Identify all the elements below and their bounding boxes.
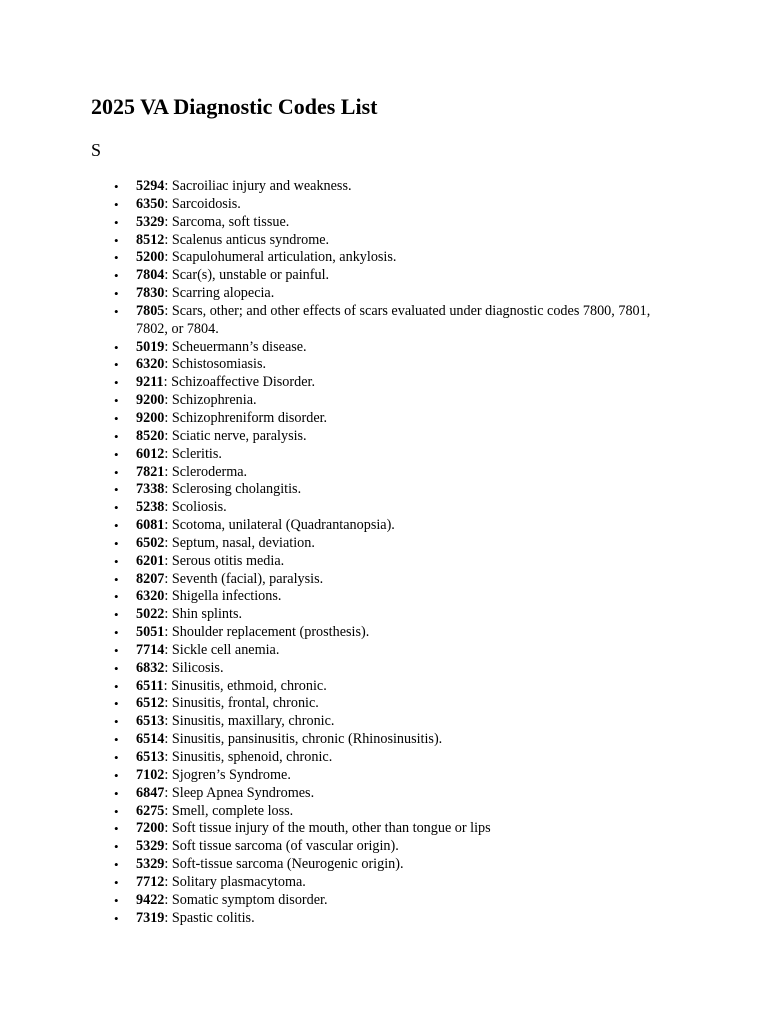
list-item — [91, 803, 671, 821]
list-item — [91, 910, 671, 928]
list-item — [91, 374, 671, 392]
list-item — [91, 178, 671, 196]
diagnostic-code: 9200 — [136, 392, 165, 409]
diagnostic-description: : Scalenus anticus syndrome. — [164, 231, 330, 248]
list-item — [91, 517, 671, 535]
diagnostic-code: 5329 — [136, 838, 165, 855]
diagnostic-code: 5294 — [136, 178, 165, 194]
diagnostic-description: : Scheuermann’s disease. — [164, 338, 307, 355]
diagnostic-description: : Seventh (facial), paralysis. — [164, 570, 324, 587]
list-item — [91, 749, 671, 767]
list-item — [91, 820, 671, 838]
diagnostic-description: : Sarcoidosis. — [164, 195, 241, 212]
diagnostic-description: : Soft tissue sarcoma (of vascular origin). — [164, 838, 399, 855]
list-item — [91, 303, 671, 339]
diagnostic-description: : Schizoaffective Disorder. — [163, 374, 316, 391]
diagnostic-description: : Solitary plasmacytoma. — [164, 873, 306, 890]
diagnostic-code: 7319 — [136, 909, 165, 926]
list-item — [91, 660, 671, 678]
list-item — [91, 624, 671, 642]
diagnostic-code: 7714 — [136, 641, 165, 658]
diagnostic-code: 7102 — [136, 766, 165, 783]
list-item — [91, 874, 671, 892]
list-item — [91, 214, 671, 232]
list-item — [91, 267, 671, 285]
diagnostic-code: 6201 — [136, 552, 165, 569]
list-item — [91, 588, 671, 606]
diagnostic-description: : Sinusitis, maxillary, chronic. — [164, 713, 335, 730]
diagnostic-description: : Sinusitis, pansinusitis, chronic (Rhinosinusitis). — [164, 731, 443, 748]
diagnostic-code: 6511 — [136, 677, 164, 694]
list-item — [91, 695, 671, 713]
list-item — [91, 392, 671, 410]
diagnostic-code: 6502 — [136, 534, 165, 551]
diagnostic-description: : Sinusitis, sphenoid, chronic. — [164, 749, 333, 765]
diagnostic-code: 7200 — [136, 820, 165, 837]
diagnostic-description: : Silicosis. — [164, 659, 224, 676]
list-item — [91, 731, 671, 749]
list-item — [91, 464, 671, 482]
diagnostic-code: 6081 — [136, 517, 165, 534]
diagnostic-code: 8207 — [136, 570, 165, 587]
list-item — [91, 499, 671, 517]
diagnostic-code: 5019 — [136, 338, 165, 355]
list-item — [91, 535, 671, 553]
diagnostic-code: 6514 — [136, 731, 165, 748]
diagnostic-description: : Sinusitis, ethmoid, chronic. — [163, 677, 327, 694]
list-item — [91, 446, 671, 464]
diagnostic-code: 5329 — [136, 213, 165, 230]
diagnostic-description: : Serous otitis media. — [164, 552, 285, 569]
diagnostic-description: : Shin splints. — [164, 606, 243, 623]
diagnostic-description: : Sacroiliac injury and weakness. — [164, 178, 352, 194]
diagnostic-description: : Sinusitis, frontal, chronic. — [164, 695, 319, 712]
diagnostic-description: : Scapulohumeral articulation, ankylosis. — [164, 249, 397, 266]
diagnostic-code: 7805 — [136, 302, 165, 319]
diagnostic-code: 6847 — [136, 784, 165, 801]
diagnostic-code: 6012 — [136, 445, 165, 462]
diagnostic-code: 9211 — [136, 374, 164, 391]
diagnostic-code: 5238 — [136, 499, 165, 516]
diagnostic-description: : Somatic symptom disorder. — [164, 891, 328, 908]
diagnostic-description: : Spastic colitis. — [164, 909, 255, 926]
list-item — [91, 892, 671, 910]
diagnostic-code: 7830 — [136, 285, 165, 302]
diagnostic-code: 9422 — [136, 891, 165, 908]
list-item — [91, 410, 671, 428]
diagnostic-description: : Soft tissue injury of the mouth, other than tongue or lips — [164, 820, 491, 837]
section-letter: S — [91, 140, 102, 160]
list-item — [91, 838, 671, 856]
list-item — [91, 856, 671, 874]
diagnostic-description: : Sjogren’s Syndrome. — [164, 766, 291, 783]
list-item — [91, 285, 671, 303]
diagnostic-description: : Scleroderma. — [164, 463, 248, 480]
diagnostic-description: : Shoulder replacement (prosthesis). — [164, 624, 370, 641]
diagnostic-code: 6512 — [136, 695, 165, 712]
diagnostic-code: 5022 — [136, 606, 165, 623]
diagnostic-code: 7804 — [136, 267, 165, 284]
document-page — [91, 92, 671, 927]
list-item — [91, 642, 671, 660]
diagnostic-description: : Sarcoma, soft tissue. — [164, 213, 290, 230]
diagnostic-code: 6513 — [136, 713, 165, 730]
diagnostic-code: 6513 — [136, 749, 165, 765]
diagnostic-description: : Scoliosis. — [164, 499, 227, 516]
diagnostic-description: : Schizophreniform disorder. — [164, 409, 328, 426]
diagnostic-code: 6832 — [136, 659, 165, 676]
diagnostic-code: 6275 — [136, 802, 165, 819]
list-item — [91, 553, 671, 571]
diagnostic-code: 6350 — [136, 195, 165, 212]
list-item — [91, 428, 671, 446]
list-item — [91, 339, 671, 357]
diagnostic-description: : Sciatic nerve, paralysis. — [164, 427, 307, 444]
diagnostic-description: : Scars, other; and other effects of scars evaluated under diagnostic codes 7800, 7801, 7802, or 7804. — [136, 302, 651, 337]
diagnostic-description: : Smell, complete loss. — [164, 802, 294, 819]
diagnostic-code: 6320 — [136, 588, 165, 605]
diagnostic-description: : Scotoma, unilateral (Quadrantanopsia). — [164, 517, 395, 534]
diagnostic-code: 8520 — [136, 427, 165, 444]
diagnostic-description: : Scar(s), unstable or painful. — [164, 267, 330, 284]
list-item — [91, 196, 671, 214]
diagnostic-description: : Sickle cell anemia. — [164, 641, 280, 658]
list-item — [91, 678, 671, 696]
diagnostic-code: 9200 — [136, 409, 165, 426]
list-item — [91, 481, 671, 499]
diagnostic-description: : Shigella infections. — [164, 588, 282, 605]
diagnostic-description: : Schizophrenia. — [164, 392, 257, 409]
diagnostic-code: 7821 — [136, 463, 165, 480]
diagnostic-description: : Sclerosing cholangitis. — [164, 481, 302, 498]
diagnostic-code: 6320 — [136, 356, 165, 373]
diagnostic-description: : Scleritis. — [164, 445, 222, 462]
diagnostic-code: 7712 — [136, 873, 165, 890]
list-item — [91, 356, 671, 374]
list-item — [91, 232, 671, 250]
list-item — [91, 713, 671, 731]
list-item — [91, 767, 671, 785]
diagnostic-description: : Scarring alopecia. — [164, 285, 275, 302]
diagnostic-description: : Soft-tissue sarcoma (Neurogenic origin). — [164, 856, 404, 873]
diagnostic-code: 8512 — [136, 231, 165, 248]
document-title: 2025 VA Diagnostic Codes List — [91, 94, 378, 119]
list-item — [91, 606, 671, 624]
list-item — [91, 785, 671, 803]
diagnostic-code: 5329 — [136, 856, 165, 873]
diagnostic-description: : Sleep Apnea Syndromes. — [164, 784, 315, 801]
diagnostic-code-list — [91, 178, 671, 927]
diagnostic-code: 7338 — [136, 481, 165, 498]
diagnostic-description: : Schistosomiasis. — [164, 356, 267, 373]
diagnostic-code: 5051 — [136, 624, 165, 641]
list-item — [91, 571, 671, 589]
diagnostic-description: : Septum, nasal, deviation. — [164, 534, 315, 551]
list-item — [91, 249, 671, 267]
diagnostic-code: 5200 — [136, 249, 165, 266]
